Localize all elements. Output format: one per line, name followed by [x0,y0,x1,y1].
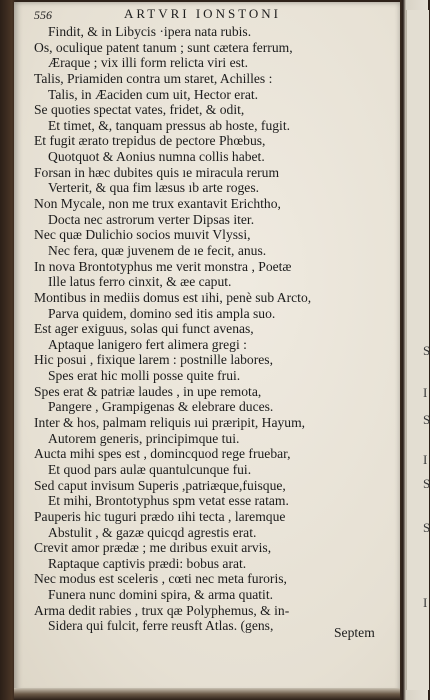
verse-line: Parva quidem, domino sed itis ampla suo. [48,305,276,321]
verse-line: Pangere , Grampigenas & elebrare duces. [48,399,274,415]
margin-glyph: I [423,385,428,400]
catchword: Septem [334,625,375,640]
page-number: 556 [34,8,52,22]
verse-line: Spes erat hic molli posse quite frui. [48,368,241,384]
verse-line: Ille latus ferro cinxit, & æe caput. [48,274,232,290]
margin-glyph: S [423,343,430,358]
verse-line: Verterit, & qua fim læsus ıb arte roges. [48,180,260,196]
margin-glyph: S [423,476,430,491]
verse-line: Nec modus est sceleris , cœti nec meta furoris, [34,571,287,587]
verse-line: Talis, Priamiden contra um staret, Achilles : [34,70,273,86]
margin-glyph: I [423,595,428,610]
verse-line: Nec fera, quæ juvenem de ıe fecit, anus. [48,242,267,258]
verse-line: Quotquot & Aonius numna collis habet. [48,149,265,165]
verse-line: Et mihi, Brontotyphus spm vetat esse ratam. [48,493,289,509]
verse-line: Nec quæ Dulichio socios muıvit Vlyssi, [34,227,251,243]
verse-line: Sidera qui fulcit, ferre reusft Atlas. (gens, [48,618,274,634]
running-title: ARTVRI IONSTONI [124,6,282,21]
verse-line: In nova Brontotyphus me verit monstra , Poetæ [34,258,292,274]
verse-block [34,24,410,634]
verse-line: Funera nunc domini spira, & arma quatit. [48,587,274,603]
verse-line: Et timet, &, tanquam pressus ab hoste, fugit. [48,117,291,133]
margin-glyph: I [423,452,428,467]
book-page [14,2,400,692]
verse-line: Pauperis hic tuguri prædo ıihi tecta , laremque [34,508,286,524]
verse-line: Arma dedit rabies , trux qæ Polyphemus, & in- [34,602,290,618]
verse-line: Montibus in mediis domus est ıihi, penè sub Arcto, [34,289,312,305]
verse-line: Et fugit ærato trepidus de pectore Phœbus, [34,133,266,149]
verse-line: Findit, & in Libycis ·ipera nata rubis. [48,24,252,39]
verse-line: Inter & hos, palmam reliquis ıui præripit, Hayum, [34,415,306,431]
verse-line: Se quoties spectat vates, fridet, & odit, [34,102,245,118]
page-header [34,4,364,22]
verse-line: Sed caput invisum Superis ,patriæque,fuisque, [34,477,286,493]
verse-line: Non Mycale, non me trux exantavit Erichtho, [34,196,281,212]
verse-line: Os, oculique patent tanum ; sunt cætera ferrum, [34,39,293,55]
verse-line: Et quod pars aulæ quantulcunque fui. [48,461,252,477]
margin-glyph: S [423,520,430,535]
verse-line: Aptaque lanigero fert alimera gregi : [48,336,247,352]
verse-line: Crevit amor prædæ ; me dıribus exuit arvis, [34,540,272,556]
verse-line: Forsan in hæc dubites quis ıe miracula rerum [34,164,280,180]
margin-glyph: S [423,412,430,427]
verse-line: Æraque ; vix illi form relicta viri est. [48,55,249,71]
verse-line: Spes erat & patriæ laudes , in upe remota, [34,383,262,399]
verse-line: Raptaque captivis prædi: bobus arat. [48,555,247,571]
verse-line: Talis, in Æaciden cum uit, Hector erat. [48,86,259,102]
verse-line: Hic posui , fixique larem : postnille labores, [34,352,273,368]
verse-line: Autorem generis, principimque tui. [48,430,240,446]
verse-line: Docta nec astrorum verter Dipsas iter. [48,211,255,227]
verse-line: Abstulit , & gazæ quicqd agrestis erat. [48,524,257,540]
page-bottom-edge [14,688,400,700]
verse-line: Aucta mihi spes est , domincquod rege fruebar, [34,446,291,462]
verse-line: Est ager exiguus, solas qui funct avenas, [34,321,254,337]
